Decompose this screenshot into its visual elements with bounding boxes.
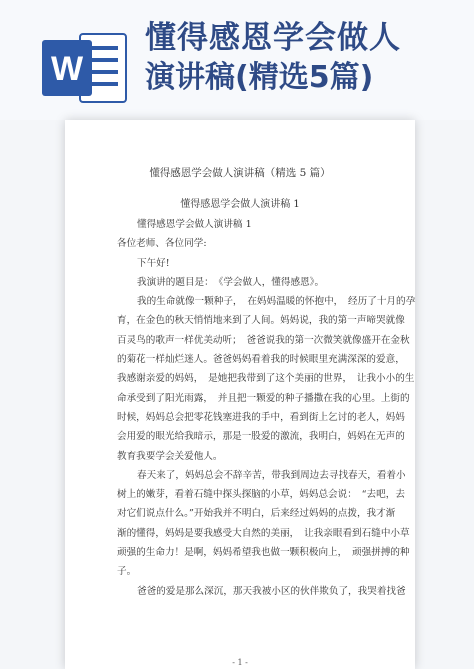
page-number: - 1 -	[232, 658, 248, 667]
document-page	[65, 120, 415, 669]
document-subtitle: 懂得感恩学会做人演讲稿 1	[180, 199, 300, 210]
body-line: 我的生命就像一颗种子， 在妈妈温暖的怀抱中， 经历了十月的孕	[137, 296, 416, 308]
body-line: 我感谢亲爱的妈妈， 是她把我带到了这个美丽的世界， 让我小小的生	[117, 373, 415, 385]
body-line: 百灵鸟的歌声一样优美动听； 爸爸说我的第一次微笑就像盛开在金秋	[117, 334, 410, 346]
title-line-2: 演讲稿(精选5篇)	[145, 60, 374, 95]
body-line: 树上的嫩芽，看着石缝中探头探脑的小草，妈妈总会说： “去吧，去	[117, 489, 405, 501]
body-line: 渐的懂得，妈妈是要我感受大自然的美丽， 让我亲眼看到石缝中小草	[117, 527, 410, 539]
svg-text:W: W	[50, 50, 84, 88]
body-line: 对它们说点什么。”开始我并不明白，后来经过妈妈的点拨，我才渐	[117, 508, 396, 520]
body-line: 子。	[117, 566, 137, 578]
body-line: 育，在金色的秋天悄悄地来到了人间。妈妈说，我的第一声啼哭就像	[117, 315, 405, 327]
body-line: 春天来了，妈妈总会不辞辛苦，带我到周边去寻找春天，看着小	[137, 469, 406, 481]
body-line: 顽强的生命力！是啊，妈妈希望我也做一颗积极向上， 顽强拼搏的种	[117, 547, 410, 559]
header-banner	[0, 0, 474, 120]
word-doc-icon	[40, 30, 130, 106]
body-line: 的菊花一样灿烂迷人。爸爸妈妈看着我的时候眼里充满深深的爱意，	[117, 354, 405, 366]
body-line: 会用爱的眼光给我暗示，那是一股爱的激流，我明白，妈妈在无声的	[117, 431, 405, 443]
body-line: 爸爸的爱是那么深沉，那天我被小区的伙伴欺负了，我哭着找爸	[137, 585, 406, 597]
document-body	[117, 215, 416, 601]
body-line: 各位老师、各位同学:	[117, 238, 207, 250]
body-line: 教育我要学会关爱他人。	[117, 450, 223, 462]
document-title: 懂得感恩学会做人演讲稿（精选 5 篇）	[149, 167, 331, 179]
body-line: 时候，妈妈总会把零花钱塞进我的手中，看到街上乞讨的老人，妈妈	[117, 411, 405, 423]
page-title	[145, 18, 465, 98]
title-line-1: 懂得感恩学会做人	[145, 20, 401, 56]
body-line: 下午好!	[137, 257, 170, 269]
body-line: 我演讲的题目是： 《学会做人，懂得感恩》。	[137, 276, 325, 288]
body-line: 命承受到了阳光雨露， 并且把一颗爱的种子播撒在我的心里。上街的	[117, 392, 410, 404]
body-line: 懂得感恩学会做人演讲稿 1	[137, 219, 252, 230]
